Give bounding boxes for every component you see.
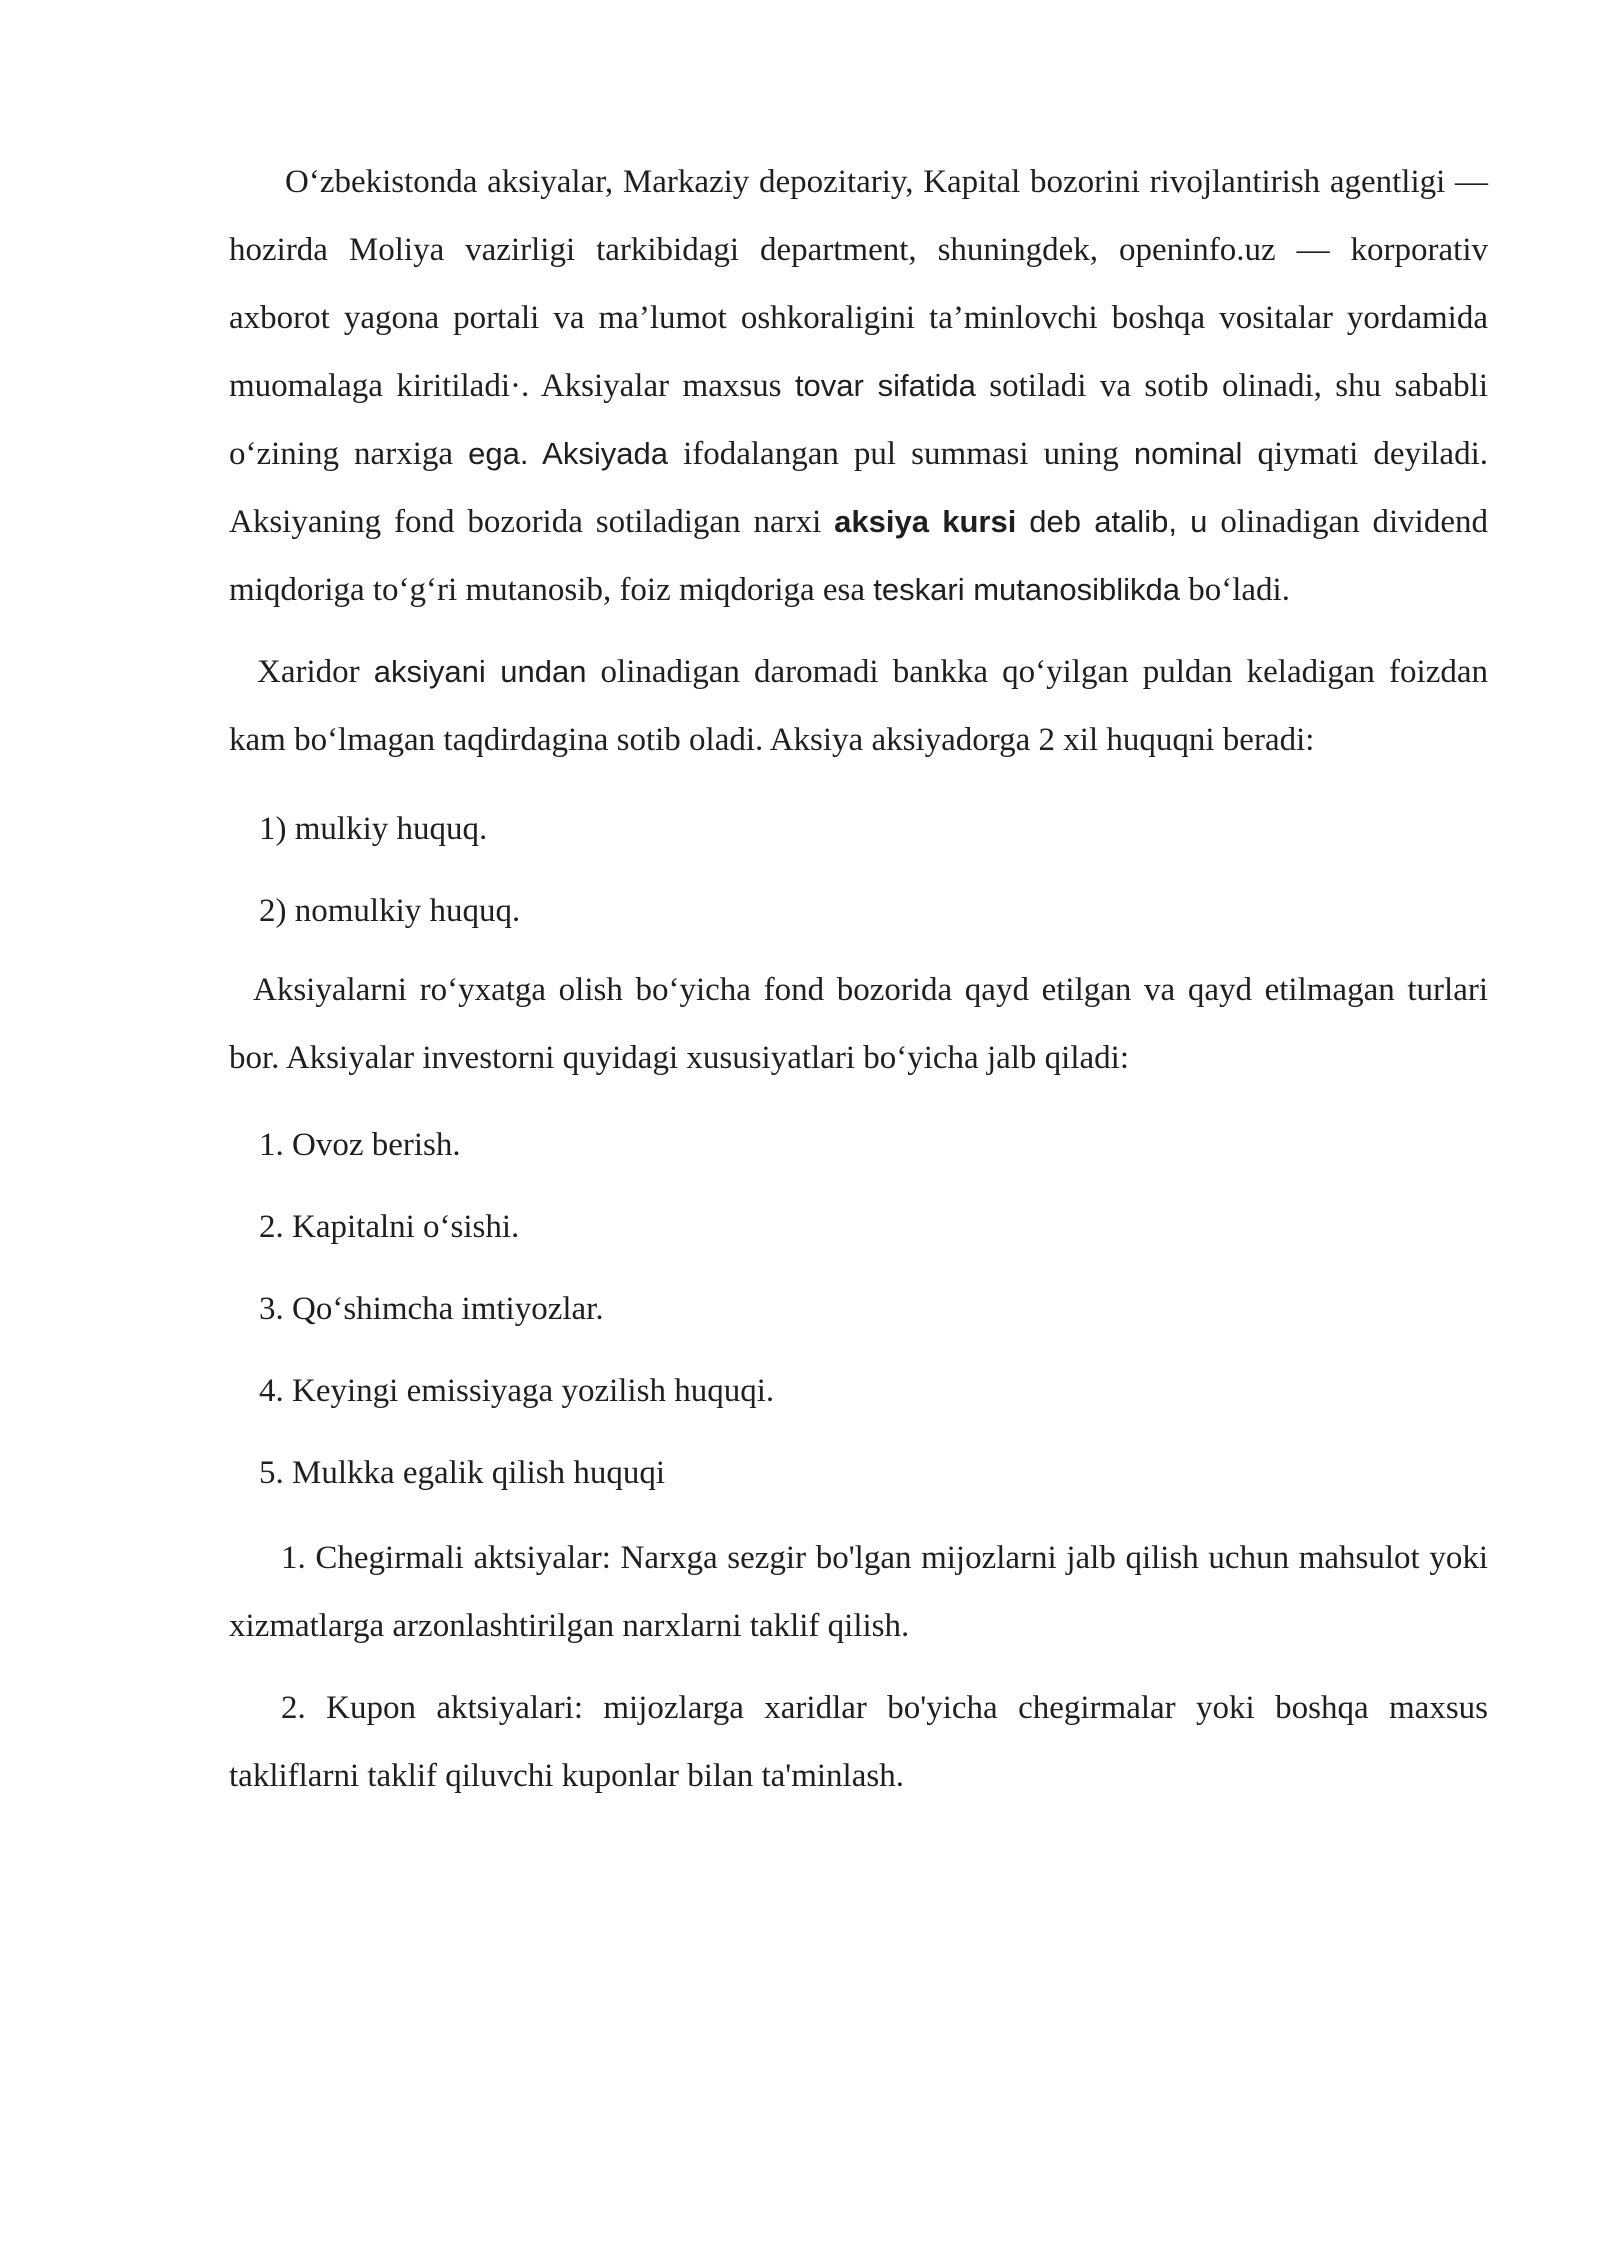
buyer-text-1: Xaridor: [257, 654, 374, 690]
intro-text-6: nominal: [1133, 436, 1243, 471]
paragraph-coupon-shares: 2. Kupon aktsiyalari: mijozlarga xaridlar bo'yicha chegirmalar yoki boshqa maxsus takliflarni taklif qiluvchi kuponlar bilan ta'minlash.: [229, 1690, 1488, 1794]
rights-list: [229, 788, 1488, 952]
intro-text-4: ega. Aksiyada: [468, 436, 668, 471]
intro-text-11: olinadigan dividend miqdoriga to‘g‘ri mutanosib, foiz miqdoriga esa: [229, 504, 1488, 608]
intro-text-5: ifodalangan pul summasi uning: [667, 436, 1134, 472]
intro-text-13: bo‘ladi.: [1179, 572, 1290, 608]
intro-text-12: teskari mutanosiblikda: [873, 572, 1180, 607]
paragraph-registration: Aksiyalarni ro‘yxatga olish bo‘yicha fond bozorida qayd etilgan va qayd etilmagan turlari bor. Aksiyalar investorni quyidagi xususiyatlari bo‘yicha jalb qiladi:: [229, 972, 1488, 1076]
intro-text-1: O‘zbekistonda aksiyalar, Markaziy depozitariy, Kapital bozorini rivojlantirish agentligi — hozirda Moliya vazirligi tarkibidagi department, shuningdek, openinfo.uz — korporativ axborot yagona portali va ma’lumot oshkoraligini ta’minlovchi boshqa vositalar yordamida muomalaga kiritiladi·. Aksiyalar maxsus: [229, 164, 1488, 404]
intro-text-2: tovar sifatida: [794, 368, 976, 403]
buyer-text-2: aksiyani undan: [373, 654, 587, 689]
intro-text-7: qiymati deyiladi. Aksiyaning fond bozorida sotiladigan narxi: [229, 436, 1488, 540]
list-item: 1. Ovoz berish.: [259, 1127, 461, 1163]
intro-text-3: sotiladi va sotib olinadi, shu sababli o‘zining narxiga: [229, 368, 1488, 472]
features-list: [229, 1104, 1488, 1514]
buyer-text-3: olinadigan daromadi bankka qo‘yilgan puldan keladigan foizdan kam bo‘lmagan taqdirdagina sotib oladi. Aksiya aksiyadorga 2 xil huquqni beradi:: [229, 654, 1488, 758]
document-body: [229, 148, 1488, 1810]
list-item: 3. Qo‘shimcha imtiyozlar.: [259, 1291, 604, 1327]
list-item: 2. Kapitalni o‘sishi.: [259, 1209, 520, 1245]
paragraph-intro: [229, 148, 1488, 624]
intro-text-9: [1016, 504, 1029, 540]
paragraph-discount-shares: 1. Chegirmali aktsiyalar: Narxga sezgir bo'lgan mijozlarni jalb qilish uchun mahsulot yoki xizmatlarga arzonlashtirilgan narxlarni taklif qilish.: [229, 1540, 1488, 1644]
list-item: 2) nomulkiy huquq.: [259, 893, 521, 929]
paragraph-buyer: [229, 638, 1488, 774]
list-item: 4. Keyingi emissiyaga yozilish huquqi.: [259, 1373, 775, 1409]
intro-text-10: deb atalib, u: [1029, 504, 1208, 539]
list-item: 1) mulkiy huquq.: [259, 811, 488, 847]
list-item: 5. Mulkka egalik qilish huquqi: [259, 1455, 666, 1491]
intro-bold-term: aksiya kursi: [834, 504, 1017, 539]
